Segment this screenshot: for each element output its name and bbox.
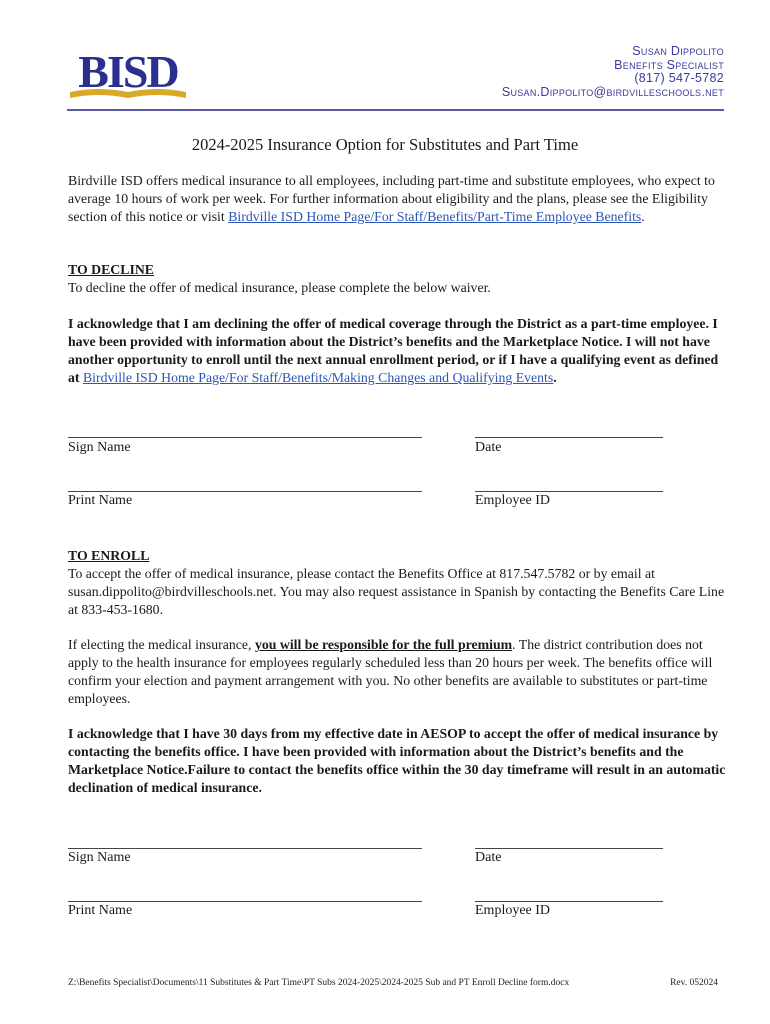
decline-sign-name-line[interactable] [68,437,422,438]
contact-phone: (817) 547-5782 [634,71,724,85]
contact-block [502,45,724,99]
decline-instruction: To decline the offer of medical insurance, please complete the below waiver. [68,280,491,295]
decline-print-name-line[interactable] [68,491,422,492]
contact-name: Susan Dippolito [632,44,724,58]
decline-employee-id-line[interactable] [475,491,663,492]
intro-paragraph: Birdville ISD offers medical insurance to all employees, including part-time and substitute employees, who expect to average 10 hours of work per week. For further information about eligibility and the plans, please see the Eligibility section of this notice or visit Birdville ISD Home Page/For Staff/Benefits/Part-Time Employee Benefits. [68,173,715,224]
decline-date-line[interactable] [475,437,663,438]
decline-employee-id-label: Employee ID [475,493,551,508]
premium-paragraph: If electing the medical insurance, you will be responsible for the full premium. The district contribution does not apply to the health insurance for employees regularly scheduled less than 20 hours per week. The benefits office will confirm your election and payment arrangement with you. No other benefits are available to substitutes or part-time employees. [68,637,713,706]
enroll-sign-name-line[interactable] [68,848,422,849]
decline-sign-name-label: Sign Name [68,440,131,455]
enroll-print-name-label: Print Name [68,903,133,918]
contact-email[interactable]: Susan.Dippolito@birdvilleschools.net [501,84,724,99]
bisd-logo [68,48,188,100]
contact-title: Benefits Specialist [614,57,724,72]
enroll-paragraph: To accept the offer of medical insurance, please contact the Benefits Office at 817.547.5782 or by email at susan.dippolito@birdvilleschools.net. You may also request assistance in Spanish by contacting the Benefits Care Line at 833-453-1680. [68,566,725,617]
footer-revision: Rev. 052024 [670,978,718,988]
intro-text: Birdville ISD offers medical insurance to all employees, including part-time and substitute employees, who expect to average 10 hours of work per week. For further information about eligibility and the plans, please see the Eligibility section of this notice or visit [68,173,715,224]
decline-print-name-label: Print Name [68,493,133,508]
logo-text: BISD [78,48,178,97]
full-premium-emphasis: you will be responsible for the full premium [254,637,513,652]
decline-date-label: Date [475,440,502,455]
header-divider [67,109,724,111]
decline-heading: TO DECLINE [68,262,155,277]
enroll-heading: TO ENROLL [68,548,150,563]
enroll-acknowledgement: I acknowledge that I have 30 days from my effective date in AESOP to accept the offer of medical insurance by contacting the benefits office. I have been provided with information about the District’s benefits and the Marketplace Notice.Failure to contact the benefits office within the 30 day timeframe will result in an automatic declination of medical insurance. [68,726,726,795]
enroll-sign-name-label: Sign Name [68,850,131,865]
enroll-employee-id-label: Employee ID [475,903,551,918]
enroll-date-line[interactable] [475,848,663,849]
enroll-employee-id-line[interactable] [475,901,663,902]
enroll-date-label: Date [475,850,502,865]
page-title: 2024-2025 Insurance Option for Substitutes and Part Time [191,135,579,154]
qualifying-events-link[interactable]: Birdville ISD Home Page/For Staff/Benefits/Making Changes and Qualifying Events [82,370,554,385]
enroll-print-name-line[interactable] [68,901,422,902]
footer-file-path: Z:\Benefits Specialist\Documents\11 Substitutes & Part Time\PT Subs 2024-2025\2024-2025 Sub and PT Enroll Decline form.docx [68,978,570,988]
decline-acknowledgement: I acknowledge that I am declining the offer of medical coverage through the District as a part-time employee. I have been provided with information about the District’s benefits and the Marketplace Notice. I will not have another opportunity to enroll until the next annual enrollment period, or if I have a qualifying event as defined at Birdville ISD Home Page/For Staff/Benefits/Making Changes and Qualifying Events. [68,316,719,385]
part-time-benefits-link[interactable]: Birdville ISD Home Page/For Staff/Benefits/Part-Time Employee Benefits [228,209,642,224]
